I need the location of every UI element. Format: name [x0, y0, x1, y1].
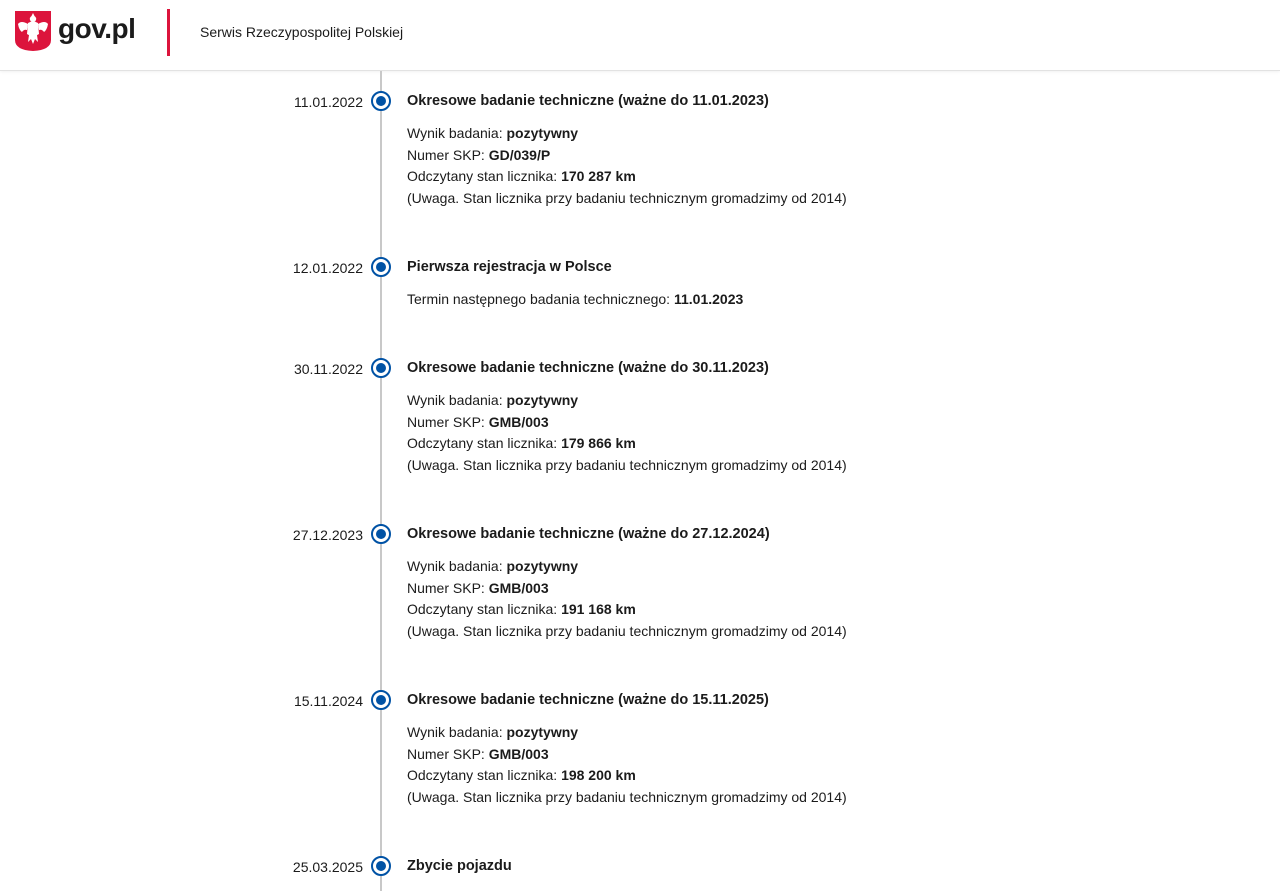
event-details: [407, 289, 743, 311]
event-date: 27.12.2023: [292, 527, 363, 543]
skp-number: Numer SKP: GD/039/P: [407, 146, 551, 163]
timeline-dot-icon: [371, 257, 391, 277]
event-title: Okresowe badanie techniczne (ważne do 15.11.2025): [407, 692, 769, 708]
odometer-reading: Odczytany stan licznika: 170 287 km: [407, 168, 636, 185]
odometer-reading: Odczytany stan licznika: 191 168 km: [407, 601, 636, 618]
event-details: [407, 390, 847, 477]
timeline-dot-icon: [371, 358, 391, 378]
inspection-result: Wynik badania: pozytywny: [407, 125, 579, 141]
header-divider: [167, 9, 170, 56]
event-date: 25.03.2025: [292, 859, 363, 875]
brand-logo-text[interactable]: gov.pl: [58, 13, 136, 44]
skp-number: Numer SKP: GMB/003: [407, 745, 549, 762]
event-title: Okresowe badanie techniczne (ważne do 30.11.2023): [407, 360, 769, 376]
timeline-dot-icon: [371, 856, 391, 876]
inspection-result: Wynik badania: pozytywny: [407, 558, 579, 574]
event-title: Okresowe badanie techniczne (ważne do 11.01.2023): [407, 93, 769, 109]
inspection-result: Wynik badania: pozytywny: [407, 392, 579, 408]
vehicle-history-timeline: [0, 71, 1280, 891]
timeline-line: [380, 71, 382, 891]
event-date: 12.01.2022: [292, 260, 363, 276]
odometer-note: (Uwaga. Stan licznika przy badaniu technicznym gromadzimy od 2014): [407, 789, 847, 806]
polish-eagle-emblem-icon[interactable]: [14, 10, 52, 52]
event-title: Pierwsza rejestracja w Polsce: [407, 259, 612, 275]
skp-number: Numer SKP: GMB/003: [407, 579, 549, 596]
event-date: 30.11.2022: [293, 361, 363, 377]
event-date: 15.11.2024: [293, 693, 363, 709]
event-title: Okresowe badanie techniczne (ważne do 27.12.2024): [407, 526, 770, 542]
odometer-reading: Odczytany stan licznika: 198 200 km: [407, 767, 636, 784]
event-details: [407, 123, 847, 210]
service-name: Serwis Rzeczypospolitej Polskiej: [200, 24, 404, 40]
event-details: [407, 722, 847, 809]
odometer-note: (Uwaga. Stan licznika przy badaniu technicznym gromadzimy od 2014): [407, 190, 847, 207]
next-inspection-date: Termin następnego badania technicznego: 11.01.2023: [407, 291, 744, 307]
site-header: [0, 0, 1280, 71]
inspection-result: Wynik badania: pozytywny: [407, 724, 579, 740]
odometer-note: (Uwaga. Stan licznika przy badaniu technicznym gromadzimy od 2014): [407, 457, 847, 474]
event-date: 11.01.2022: [293, 94, 363, 110]
timeline-dot-icon: [371, 690, 391, 710]
odometer-note: (Uwaga. Stan licznika przy badaniu technicznym gromadzimy od 2014): [407, 623, 847, 640]
event-details: [407, 556, 847, 643]
timeline-dot-icon: [371, 524, 391, 544]
event-title: Zbycie pojazdu: [407, 858, 512, 874]
timeline-dot-icon: [371, 91, 391, 111]
skp-number: Numer SKP: GMB/003: [407, 413, 549, 430]
odometer-reading: Odczytany stan licznika: 179 866 km: [407, 435, 636, 452]
